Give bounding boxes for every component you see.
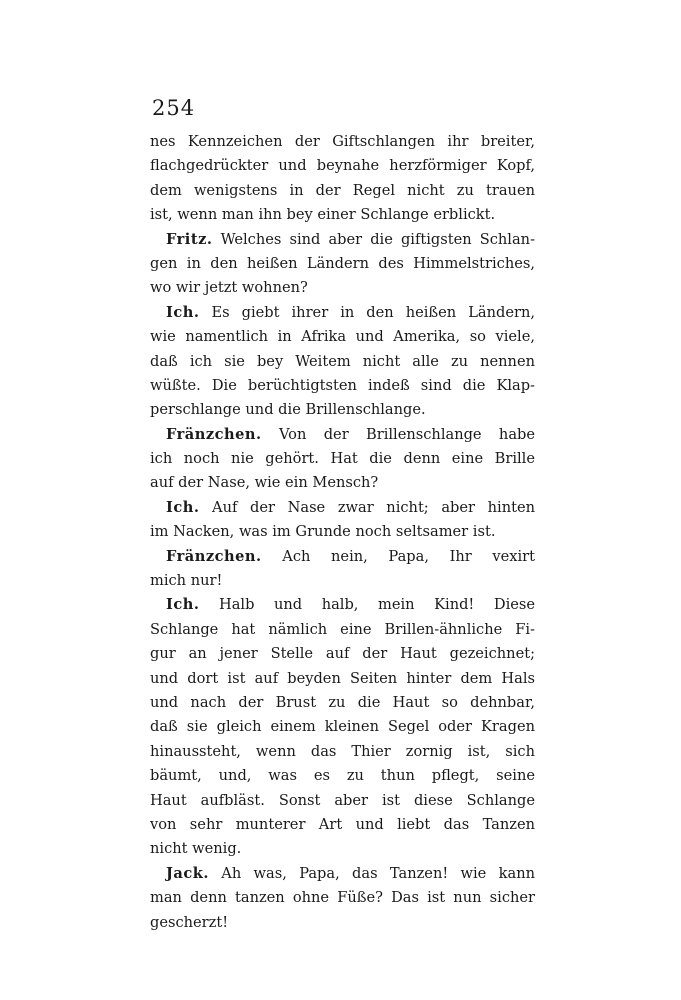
page-number: 254 bbox=[152, 96, 196, 120]
text-line: im Nacken, was im Grunde noch seltsamer ist. bbox=[150, 523, 496, 541]
text-line: bäumt, und, was es zu thun pflegt, seine bbox=[150, 767, 535, 785]
speaker-name: Jack. bbox=[166, 864, 209, 882]
speaker-name: Ich. bbox=[166, 498, 200, 516]
text-line: nicht wenig. bbox=[150, 840, 242, 858]
speaker-name: Ich. bbox=[166, 303, 200, 321]
speaker-name: Fränzchen. bbox=[166, 547, 262, 565]
dialogue-line: Ich. Es giebt ihrer in den heißen Ländern, bbox=[166, 303, 536, 321]
text-line: perschlange und die Brillenschlange. bbox=[150, 401, 426, 419]
text-line: gen in den heißen Ländern des Himmelstriches, bbox=[150, 254, 535, 272]
dialogue-line: Fränzchen. Ach nein, Papa, Ihr vexirt bbox=[166, 547, 536, 565]
speaker-name: Fritz. bbox=[166, 230, 213, 248]
dialogue-line: Jack. Ah was, Papa, das Tanzen! wie kann bbox=[166, 864, 535, 882]
text-line: ist, wenn man ihn bey einer Schlange erblickt. bbox=[150, 206, 496, 224]
speaker-name: Fränzchen. bbox=[166, 425, 262, 443]
text-line: daß ich sie bey Weitem nicht alle zu nennen bbox=[150, 352, 535, 370]
text-line: gescherzt! bbox=[150, 913, 229, 931]
text-line: Schlange hat nämlich eine Brillen-ähnliche Fi- bbox=[150, 620, 535, 638]
dialogue-line: Fränzchen. Von der Brillenschlange habe bbox=[166, 425, 535, 443]
text-line: hinaussteht, wenn das Thier zornig ist, sich bbox=[150, 742, 535, 760]
text-line: flachgedrückter und beynahe herzförmiger Kopf, bbox=[150, 157, 535, 175]
dialogue-line: Ich. Halb und halb, mein Kind! Diese bbox=[166, 596, 535, 614]
text-line: wie namentlich in Afrika und Amerika, so viele, bbox=[150, 328, 535, 346]
dialogue-line: Fritz. Welches sind aber die giftigsten Schlan- bbox=[166, 230, 536, 248]
text-line: daß sie gleich einem kleinen Segel oder Kragen bbox=[150, 718, 535, 736]
text-line: gur an jener Stelle auf der Haut gezeichnet; bbox=[150, 645, 535, 663]
body-text bbox=[150, 130, 535, 935]
speaker-name: Ich. bbox=[166, 596, 200, 614]
text-line: dem wenigstens in der Regel nicht zu trauen bbox=[150, 181, 535, 199]
text-line: und nach der Brust zu die Haut so dehnbar, bbox=[150, 693, 535, 711]
text-line: und dort ist auf beyden Seiten hinter dem Hals bbox=[150, 669, 535, 687]
text-line: mich nur! bbox=[150, 572, 223, 590]
text-line: auf der Nase, wie ein Mensch? bbox=[150, 474, 379, 492]
dialogue-line: Ich. Auf der Nase zwar nicht; aber hinten bbox=[166, 498, 536, 516]
text-line: Haut aufbläst. Sonst aber ist diese Schlange bbox=[150, 791, 535, 809]
text-line: wüßte. Die berüchtigtsten indeß sind die Klap- bbox=[150, 376, 535, 394]
text-line: ich noch nie gehört. Hat die denn eine Brille bbox=[150, 450, 535, 468]
text-line: wo wir jetzt wohnen? bbox=[150, 279, 308, 297]
text-line: man denn tanzen ohne Füße? Das ist nun sicher bbox=[150, 889, 535, 907]
text-line: von sehr munterer Art und liebt das Tanzen bbox=[150, 815, 535, 833]
text-line: nes Kennzeichen der Giftschlangen ihr breiter, bbox=[150, 133, 535, 150]
